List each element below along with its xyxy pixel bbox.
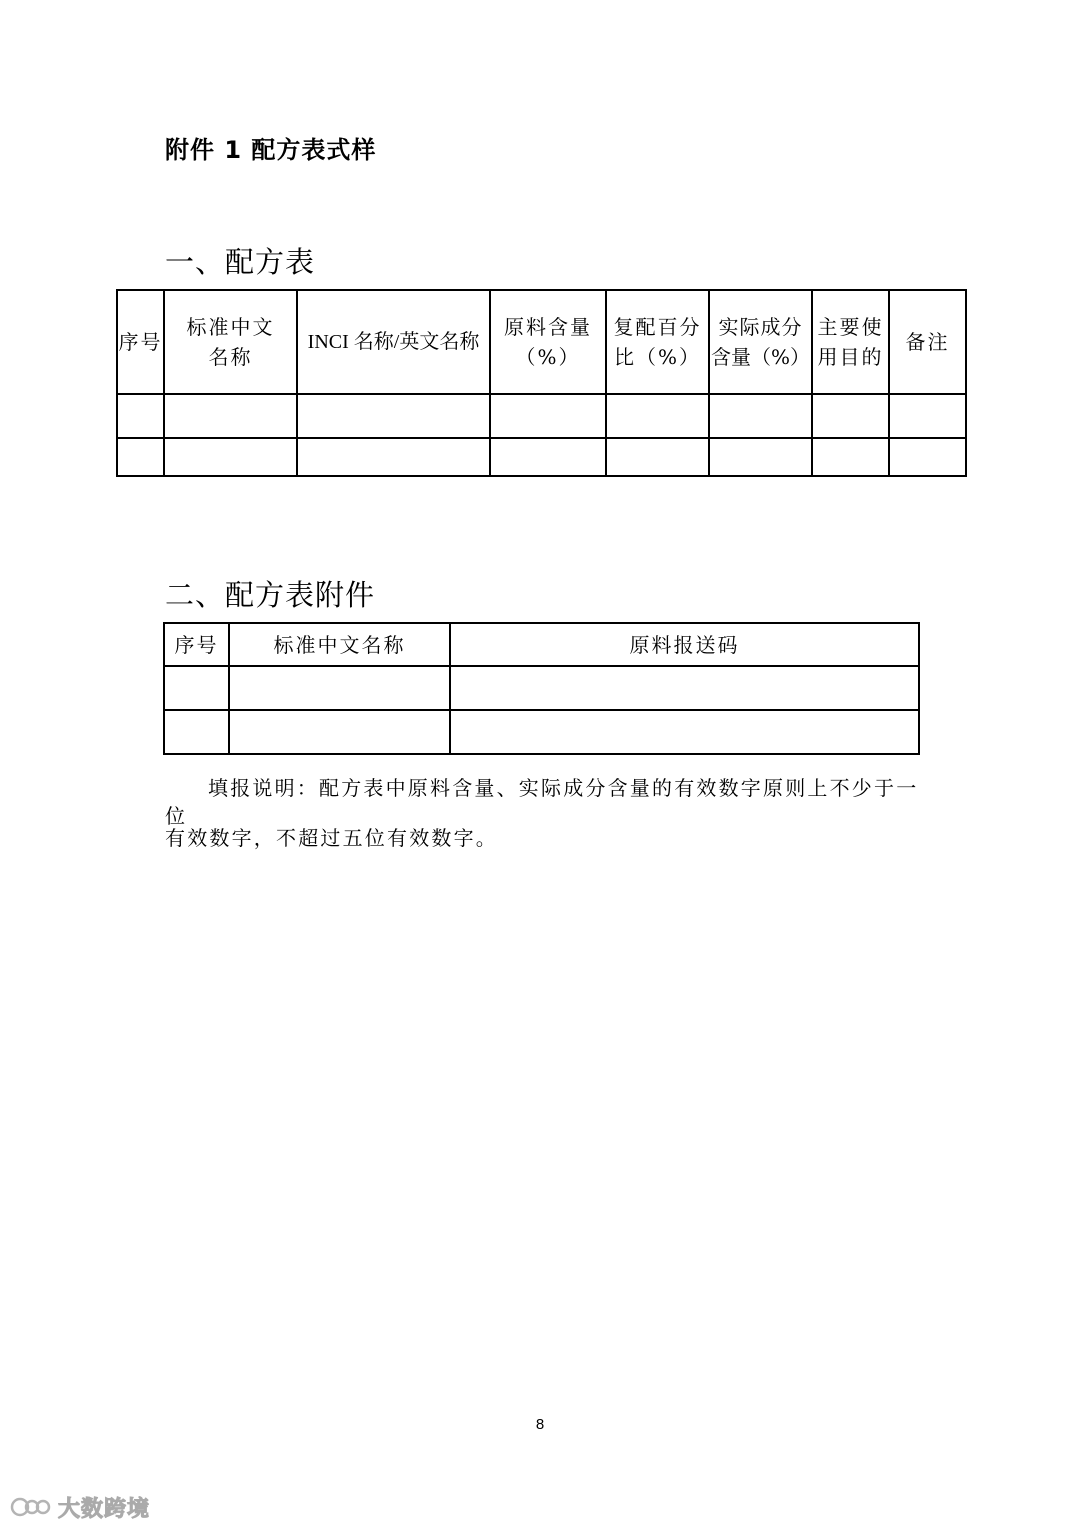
table-cell (229, 666, 450, 710)
col-header-std-chinese-name: 标准中文 名称 (164, 290, 297, 394)
table-cell (709, 438, 812, 476)
col-header-remarks: 备注 (889, 290, 966, 394)
attachment-table (163, 622, 920, 755)
table-row (164, 666, 919, 710)
table-cell (117, 394, 164, 438)
col-header-main-purpose: 主要使 用目的 (812, 290, 889, 394)
col-header-inci-name: INCI 名称/英文名称 (297, 290, 490, 394)
table-cell (606, 394, 709, 438)
col-header-raw-material-code: 原料报送码 (450, 623, 919, 666)
table-cell (164, 710, 229, 754)
table-cell (229, 710, 450, 754)
table-cell (450, 666, 919, 710)
watermark (10, 1489, 150, 1525)
formula-table-header-row (117, 290, 966, 394)
table-cell (490, 394, 606, 438)
filling-instructions-continued: 有效数字，不超过五位有效数字。 (165, 826, 498, 850)
table-row (164, 710, 919, 754)
table-cell (490, 438, 606, 476)
section1-heading: 一、配方表 (165, 245, 316, 279)
watermark-text: 大数跨境 (58, 1496, 151, 1522)
table-cell (450, 710, 919, 754)
col-header-serial: 序号 (164, 623, 229, 666)
table-cell (889, 394, 966, 438)
table-cell (812, 394, 889, 438)
col-header-std-chinese-name: 标准中文名称 (229, 623, 450, 666)
table-cell (117, 438, 164, 476)
table-cell (297, 394, 490, 438)
section2-heading: 二、配方表附件 (165, 578, 376, 612)
table-cell (812, 438, 889, 476)
table-cell (606, 438, 709, 476)
attachment-table-header-row (164, 623, 919, 666)
filling-instructions: 填报说明：配方表中原料含量、实际成分含量的有效数字原则上不少于一位 (165, 776, 919, 828)
table-cell (164, 438, 297, 476)
col-header-serial: 序号 (117, 290, 164, 394)
table-cell (709, 394, 812, 438)
page-number: 8 (535, 1416, 545, 1433)
attachment-title: 附件 1 配方表式样 (165, 136, 377, 164)
table-row (117, 438, 966, 476)
col-header-actual-content: 实际成分 含量（%） (709, 290, 812, 394)
table-row (117, 394, 966, 438)
col-header-compound-percent: 复配百分 比（%） (606, 290, 709, 394)
logo-mark-icon (10, 1492, 52, 1522)
formula-table (116, 289, 967, 477)
table-cell (889, 438, 966, 476)
table-cell (297, 438, 490, 476)
table-cell (164, 666, 229, 710)
col-header-raw-content: 原料含量 （%） (490, 290, 606, 394)
table-cell (164, 394, 297, 438)
